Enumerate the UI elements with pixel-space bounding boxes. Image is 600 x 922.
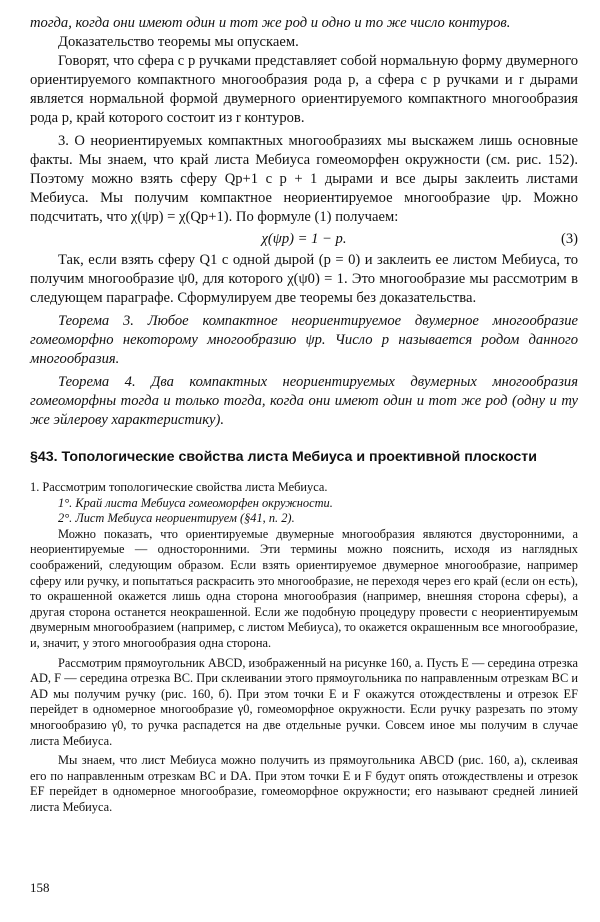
paragraph-proof-omitted: Доказательство теоремы мы опускаем. — [58, 34, 299, 50]
small-paragraph-orientable: Можно показать, что ориентируемые двумерные многообразия являются двусторонними, а неориентируемые — односторонними. Эти термины можно пояснить, исходя из наглядных соображений, следующим образом. Если взять ориентируемое двумерное многообразие, например сферу или ручку, и попытаться раскрасить это многообразие, не переходя через его край (если он есть), то окрашенной окажется лишь одна сторона многообразия (например, внешняя сторона сферы), а другая сторона останется неокрашенной. Если же подобную процедуру провести с неориентируемым двумерным многообразием (например, с листом Мебиуса), то окажется окрашенным все многообразие, и, значит, у этого многообразия одна сторона. — [30, 526, 578, 650]
theorem-4: Теорема 4. Два компактных неориентируемых двумерных многообразия гомеоморфны тогда и только тогда, когда они имеют один и тот же род (одну и ту же эйлерову характеристику). — [30, 374, 578, 428]
small-item-1: 1°. Край листа Мебиуса гомеоморфен окружности. — [58, 495, 333, 510]
formula-number: (3) — [560, 231, 578, 247]
section-heading: §43. Топологические свойства листа Мебиуса и проективной плоскости — [30, 449, 537, 465]
small-item-2: 2°. Лист Мебиуса неориентируем (§41, п. 2). — [58, 511, 295, 526]
page-body — [30, 14, 578, 815]
paragraph-theorem-continuation: тогда, когда они имеют один и тот же род и одно и то же число контуров. — [30, 15, 511, 31]
small-paragraph-1: 1. Рассмотрим топологические свойства листа Мебиуса. — [30, 480, 328, 494]
paragraph-sphere-q1: Так, если взять сферу Q1 с одной дырой (p = 0) и заклеить ее листом Мебиуса, то получим многообразие ψ0, для которого χ(ψ0) = 1. Это многообразие мы рассмотрим в следующем параграфе. Сформулируем две теоремы без доказательства. — [30, 252, 578, 306]
theorem-3: Теорема 3. Любое компактное неориентируемое двумерное многообразие гомеоморфно некоторому многообразию ψp. Число p называется родом данного многообразия. — [30, 313, 578, 367]
page-number: 158 — [30, 880, 50, 895]
formula-expression: χ(ψp) = 1 − p. — [261, 231, 347, 247]
paragraph-nonorientable-intro: 3. О неориентируемых компактных многообразиях мы выскажем лишь основные факты. Мы знаем, что край листа Мебиуса гомеоморфен окружности (см. рис. 152). Поэтому можно взять сферу Qp+1 с p + 1 дырами и все дыры заклеить листами Мебиуса. Мы получим компактное неориентируемое многообразие ψp. Можно подсчитать, что χ(ψp) = χ(Qp+1). По формуле (1) получаем: — [30, 133, 578, 225]
formula-euler — [30, 228, 578, 250]
small-paragraph-rectangle: Рассмотрим прямоугольник ABCD, изображенный на рисунке 160, а. Пусть E — середина отрезка AD, F — середина отрезка BC. При склеивании этого прямоугольника по направленным отрезкам BC и AD мы получим ручку (рис. 160, б). При этом точки E и F окажутся отождествлены и отрезок EF перейдет в одномерное многообразие γ0, гомеоморфное окружности. Если ручку разрезать по этому многообразию γ0, то ручка распадется на две отдельные ручки. Совсем иное мы получим в случае листа Мебиуса. — [30, 655, 578, 748]
small-paragraph-mobius: Мы знаем, что лист Мебиуса можно получить из прямоугольника ABCD (рис. 160, а), склеивая его по направленным отрезкам BC и DA. При этом точки E и F будут опять отождествлены и отрезок EF перейдет в одномерное многообразие, гомеоморфное окружности; его называют средней линией листа Мебиуса. — [30, 753, 578, 814]
paragraph-normal-form: Говорят, что сфера с p ручками представляет собой нормальную форму двумерного ориентируемого компактного многообразия рода p, а сфера с p ручками и r дырами является нормальной формой двумерного ориентируемого компактного многообразия рода p, край которого состоит из r контуров. — [30, 53, 578, 126]
